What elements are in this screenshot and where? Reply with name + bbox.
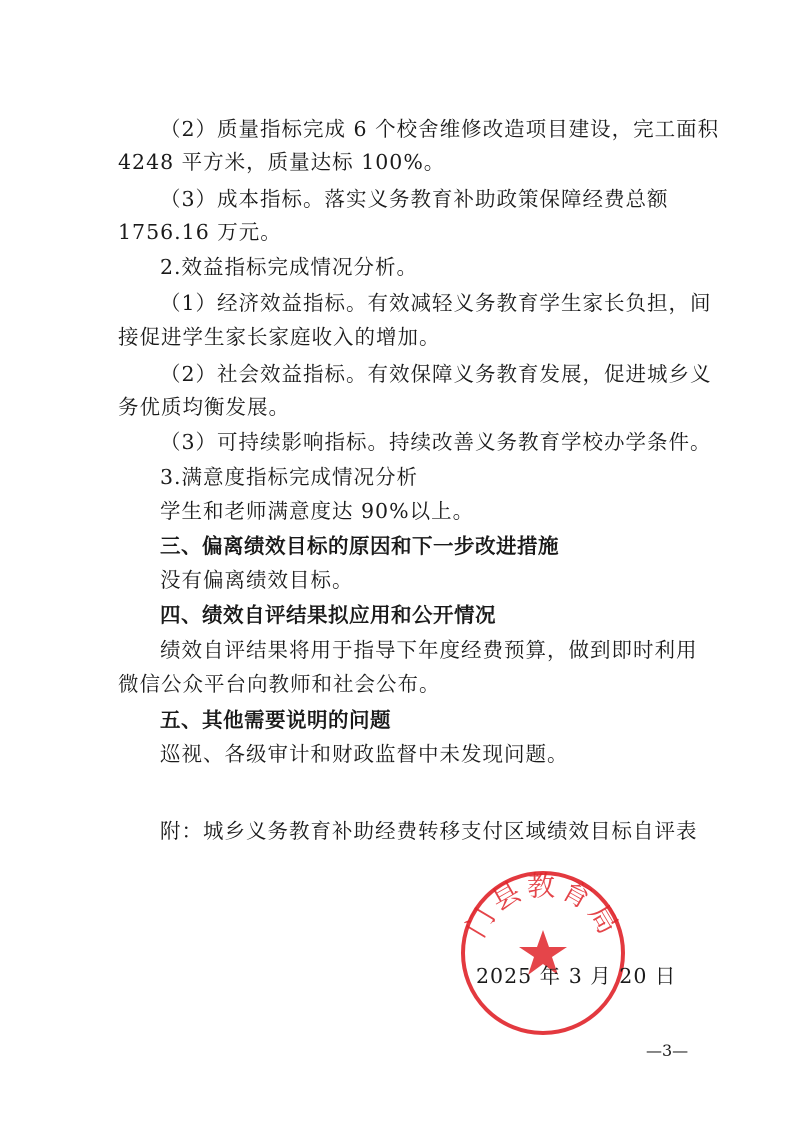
paragraph-line: 务优质均衡发展。 <box>118 395 290 419</box>
section-heading: 四、绩效自评结果拟应用和公开情况 <box>160 603 496 627</box>
paragraph-line: 2.效益指标完成情况分析。 <box>160 255 419 279</box>
paragraph-line: 4248 平方米，质量达标 100%。 <box>118 150 446 174</box>
section-heading: 五、其他需要说明的问题 <box>160 708 391 732</box>
paragraph-line: 微信公众平台向教师和社会公布。 <box>118 672 441 696</box>
paragraph-line: 接促进学生家长家庭收入的增加。 <box>118 325 441 349</box>
official-seal-stamp <box>458 868 628 1038</box>
svg-text:门县教育局: 门县教育局 <box>459 869 627 944</box>
paragraph-line: （3）成本指标。落实义务教育补助政策保障经费总额 <box>160 187 669 211</box>
page-number: —3— <box>646 1041 689 1060</box>
paragraph-line: 没有偏离绩效目标。 <box>160 568 354 592</box>
paragraph-line: 巡视、各级审计和财政监督中未发现问题。 <box>160 742 569 766</box>
signing-date: 2025 年 3 月 20 日 <box>476 964 677 988</box>
paragraph-line: 学生和老师满意度达 90%以上。 <box>160 499 475 523</box>
paragraph-line: （1）经济效益指标。有效减轻义务教育学生家长负担，间 <box>160 291 712 315</box>
paragraph-line: 绩效自评结果将用于指导下年度经费预算，做到即时利用 <box>160 638 698 662</box>
paragraph-line: 3.满意度指标完成情况分析 <box>160 465 419 489</box>
paragraph-line: （2）质量指标完成 6 个校舍维修改造项目建设，完工面积 <box>160 117 720 141</box>
paragraph-line: （3）可持续影响指标。持续改善义务教育学校办学条件。 <box>160 430 712 454</box>
attachment-line: 附：城乡义务教育补助经费转移支付区域绩效目标自评表 <box>160 819 698 843</box>
section-heading: 三、偏离绩效目标的原因和下一步改进措施 <box>160 534 559 558</box>
paragraph-line: 1756.16 万元。 <box>118 220 282 244</box>
paragraph-line: （2）社会效益指标。有效保障义务教育发展，促进城乡义 <box>160 362 712 386</box>
